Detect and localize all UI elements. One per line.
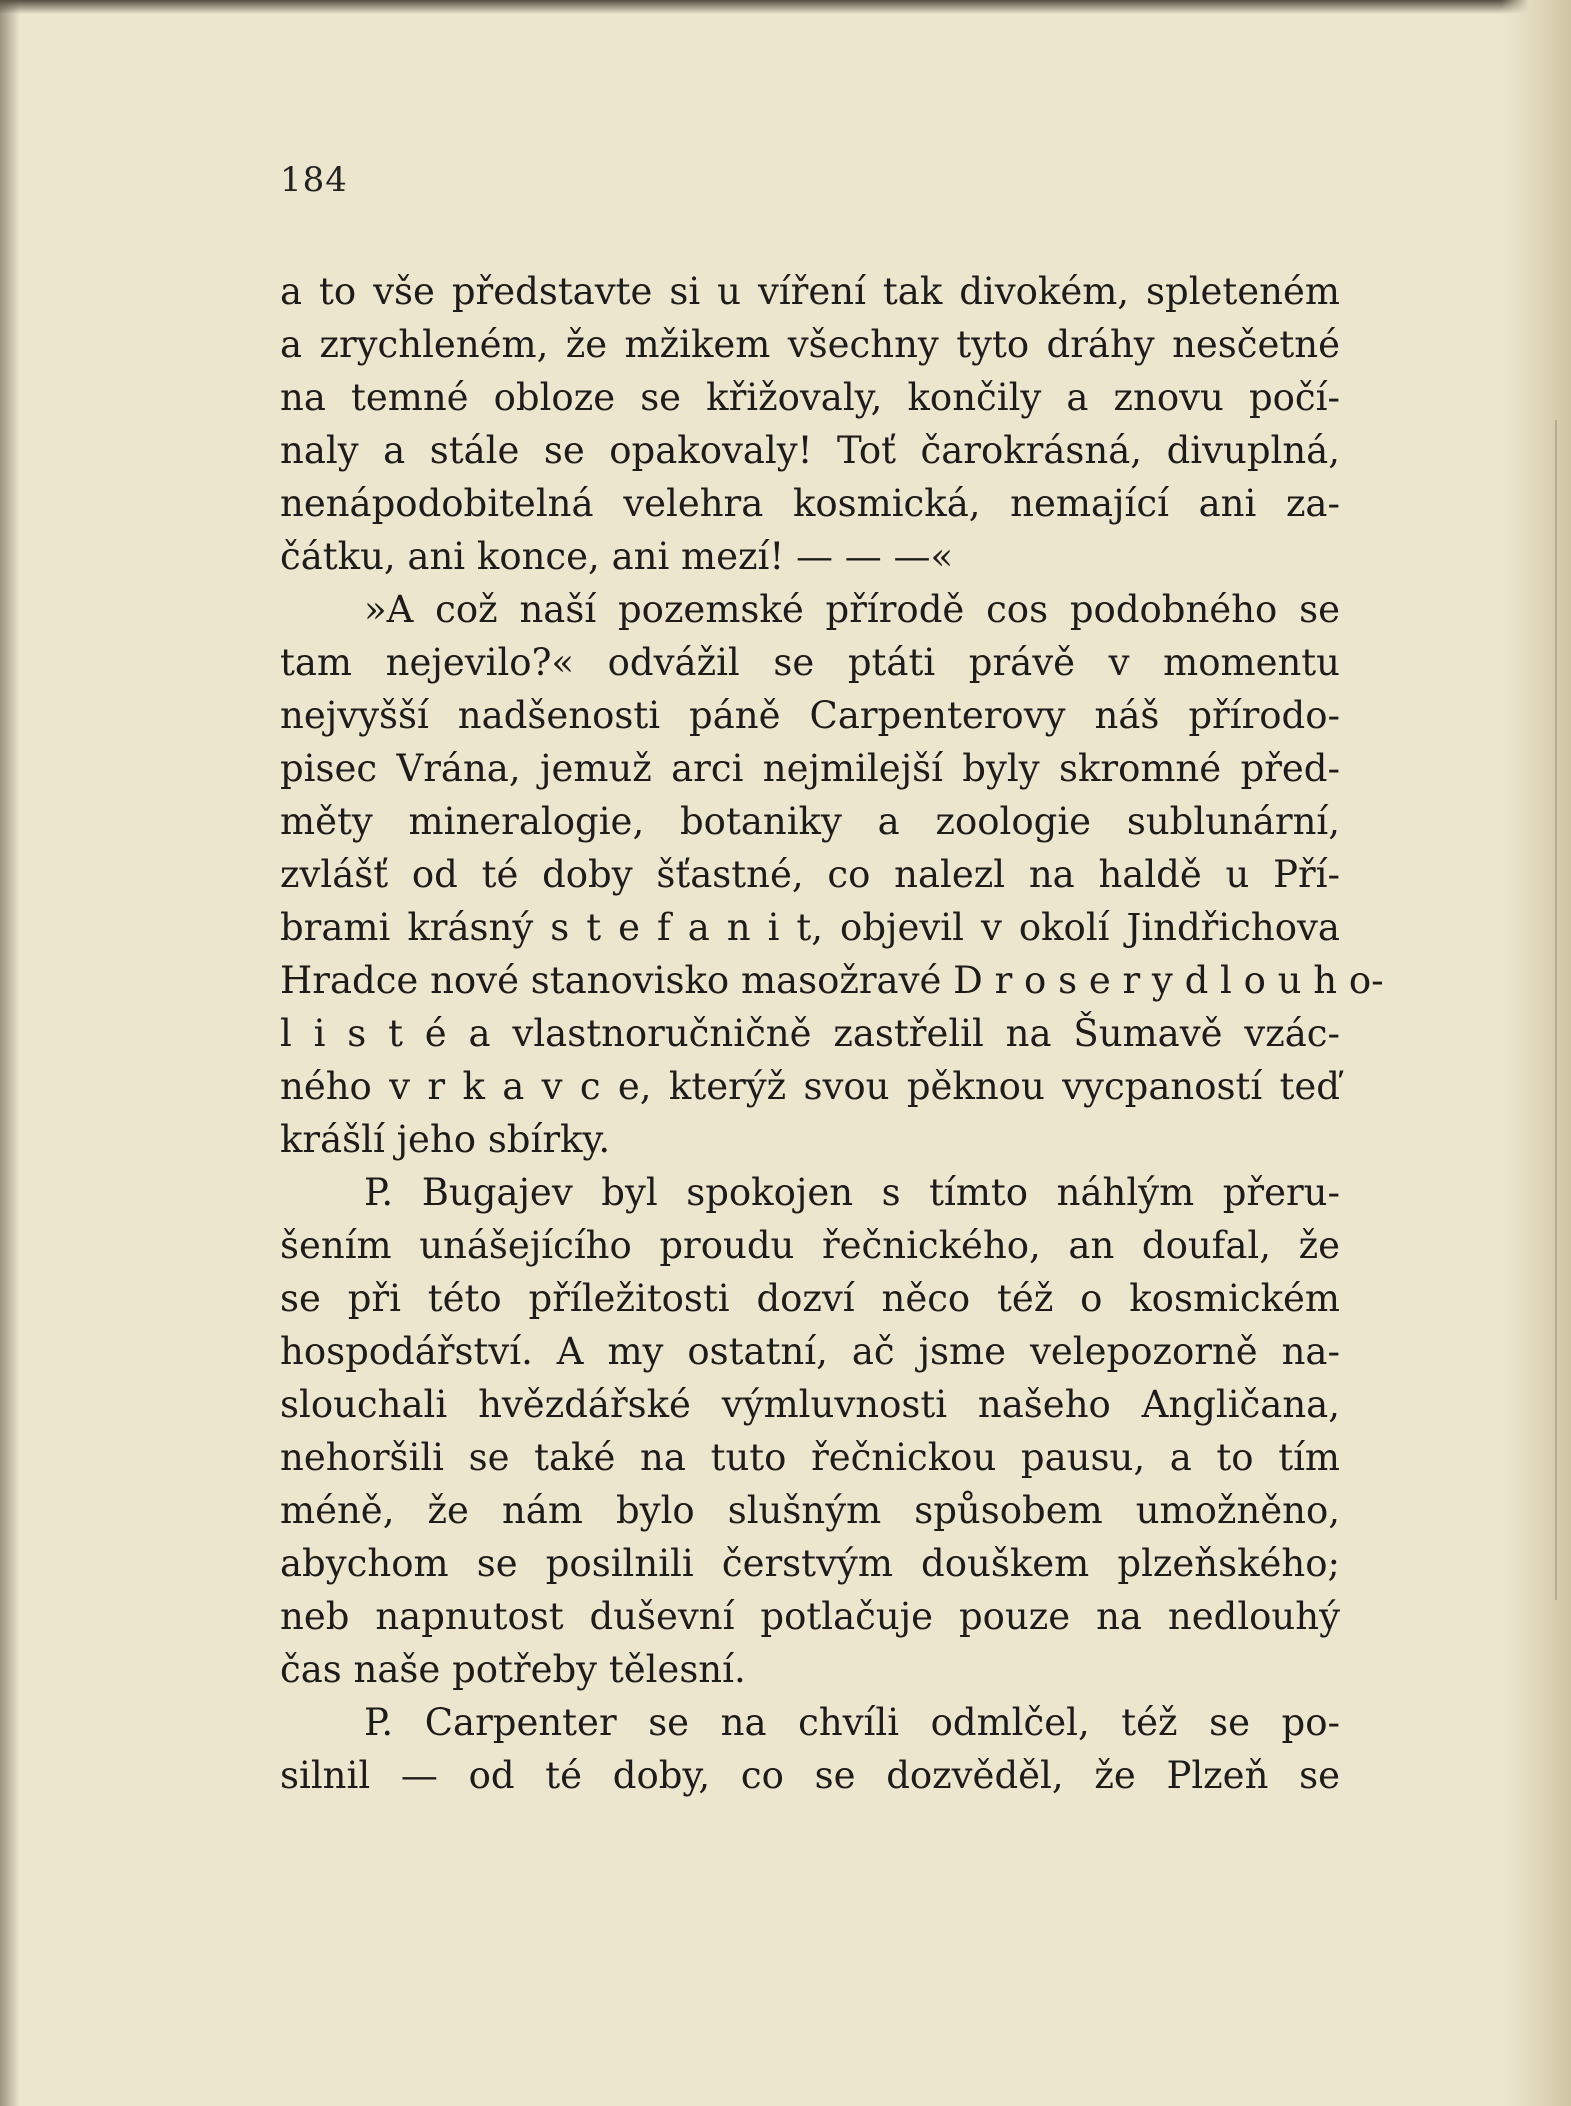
text-line: P. Carpenter se na chvíli odmlčel, též se po- bbox=[364, 1701, 1340, 1744]
text-line: hospodářství. A my ostatní, ač jsme velepozorně na- bbox=[280, 1330, 1340, 1373]
page-left-shadow bbox=[0, 0, 20, 2106]
text-line: čátku, ani konce, ani mezí! — — —« bbox=[280, 535, 954, 578]
text-line: a to vše představte si u víření tak divokém, spleteném bbox=[280, 270, 1340, 313]
text-line: »A což naší pozemské přírodě cos podobného se bbox=[364, 588, 1340, 631]
text-line: tam nejevilo?« odvážil se ptáti právě v momentu bbox=[280, 641, 1340, 684]
text-line: ného v r k a v c e, kterýž svou pěknou vycpaností teď bbox=[280, 1065, 1340, 1108]
text-line: méně, že nám bylo slušným spůsobem umožněno, bbox=[280, 1489, 1340, 1532]
page-edge-line bbox=[1555, 420, 1557, 1600]
text-line: brami krásný s t e f a n i t, objevil v okolí Jindřichova bbox=[280, 906, 1340, 949]
text-line: na temné obloze se křižovaly, končily a znovu počí- bbox=[280, 376, 1340, 419]
text-line: nejvyšší nadšenosti páně Carpenterovy náš přírodo- bbox=[280, 694, 1340, 737]
text-line: naly a stále se opakovaly! Toť čarokrásná, divuplná, bbox=[280, 429, 1340, 472]
page-top-shadow bbox=[0, 0, 1571, 14]
text-line: krášlí jeho sbírky. bbox=[280, 1118, 611, 1161]
page-right-edge bbox=[1501, 0, 1571, 2106]
text-line: slouchali hvězdářské výmluvnosti našeho Angličana, bbox=[280, 1383, 1340, 1426]
text-line: a zrychleném, že mžikem všechny tyto dráhy nesčetné bbox=[280, 323, 1340, 366]
text-line: l i s t é a vlastnoručničně zastřelil na Šumavě vzác- bbox=[280, 1012, 1340, 1055]
text-line: zvlášť od té doby šťastné, co nalezl na haldě u Pří- bbox=[280, 853, 1340, 896]
text-line: pisec Vrána, jemuž arci nejmilejší byly skromné před- bbox=[280, 747, 1340, 790]
text-line: se při této příležitosti dozví něco též o kosmickém bbox=[280, 1277, 1340, 1320]
text-line: měty mineralogie, botaniky a zoologie sublunární, bbox=[280, 800, 1340, 843]
text-line: šením unášejícího proudu řečnického, an doufal, že bbox=[280, 1224, 1340, 1267]
page-number: 184 bbox=[280, 160, 348, 200]
body-text bbox=[280, 265, 1384, 1802]
text-line: nehoršili se také na tuto řečnickou pausu, a to tím bbox=[280, 1436, 1340, 1479]
text-line: abychom se posilnili čerstvým douškem plzeňského; bbox=[280, 1542, 1340, 1585]
text-line: neb napnutost duševní potlačuje pouze na nedlouhý bbox=[280, 1595, 1340, 1638]
text-line: P. Bugajev byl spokojen s tímto náhlým přeru- bbox=[364, 1171, 1340, 1214]
text-line: silnil — od té doby, co se dozvěděl, že Plzeň se bbox=[280, 1754, 1340, 1797]
text-line: nenápodobitelná velehra kosmická, nemající ani za- bbox=[280, 482, 1340, 525]
text-line: čas naše potřeby tělesní. bbox=[280, 1648, 746, 1691]
text-line: Hradce nové stanovisko masožravé D r o s e r y d l o u h o- bbox=[280, 959, 1384, 1002]
